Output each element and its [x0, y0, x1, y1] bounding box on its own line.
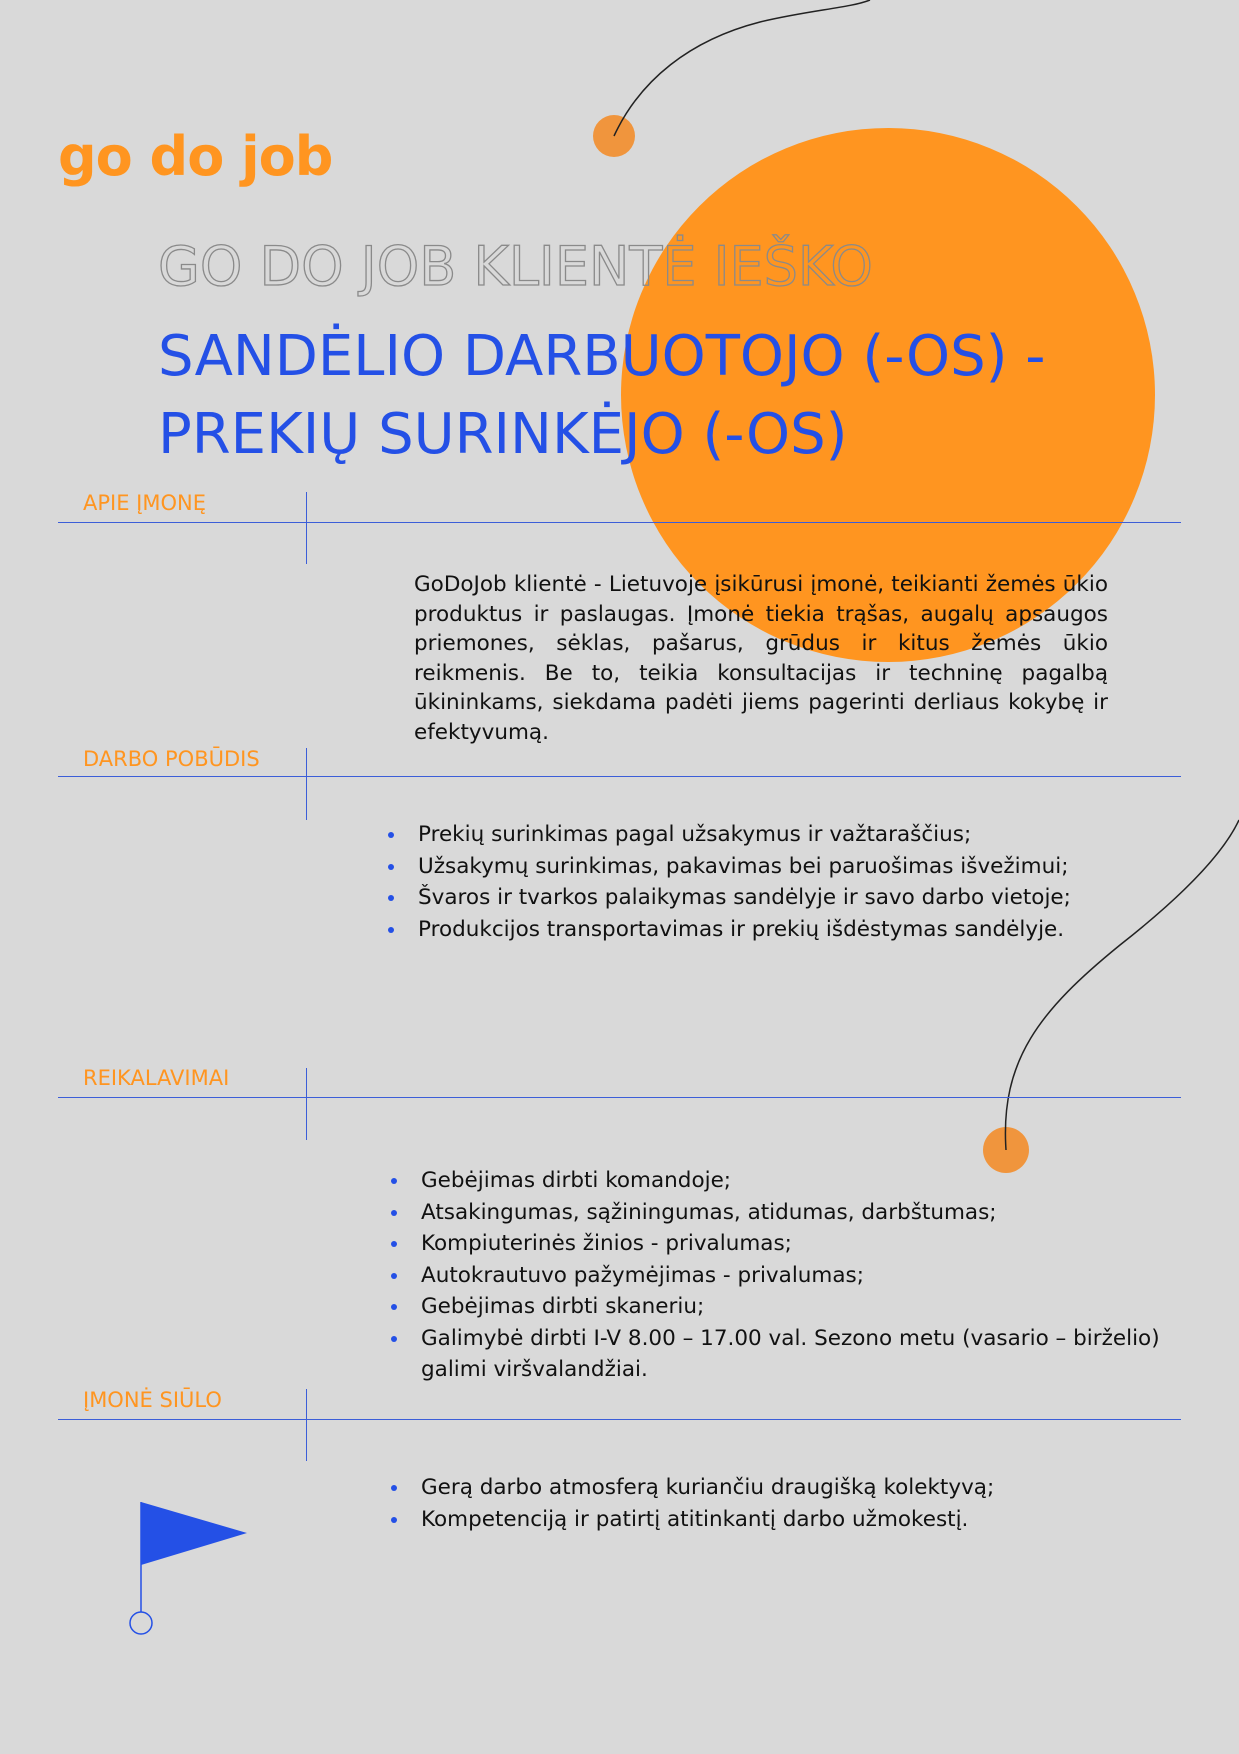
list-item: Gebėjimas dirbti komandoje; [391, 1165, 1171, 1197]
list-item: Gerą darbo atmosferą kuriančiu draugišką kolektyvą; [391, 1472, 994, 1504]
list-item: Prekių surinkimas pagal užsakymus ir važtaraščius; [388, 819, 1071, 851]
list-item: Gebėjimas dirbti skaneriu; [391, 1291, 1171, 1323]
list-item: Autokrautuvo pažymėjimas - privalumas; [391, 1260, 1171, 1292]
divider-vertical-requirements [306, 1068, 307, 1140]
section-label-about: APIE ĮMONĘ [83, 491, 206, 515]
about-paragraph: GoDoJob klientė - Lietuvoje įsikūrusi įmonė, teikianti žemės ūkio produktus ir paslaugas. Įmonė tiekia trąšas, augalų apsaugos priemones, sėklas, pašarus, grūdus ir kitus žemės ūkio reikmenis. Be to, teikia konsultacijas ir techninę pagalbą ūkininkams, siekdama padėti jiems pagerinti derliaus kokybę ir efektyvumą. [414, 572, 1108, 745]
offer-list [391, 1472, 994, 1535]
divider-about [58, 522, 1181, 523]
section-label-requirements: REIKALAVIMAI [83, 1066, 230, 1090]
go-do-job-logo: go do job [58, 125, 333, 188]
list-item: Atsakingumas, sąžiningumas, atidumas, darbštumas; [391, 1197, 1171, 1229]
list-item: Užsakymų surinkimas, pakavimas bei paruošimas išvežimui; [388, 851, 1071, 883]
flag-icon [130, 1502, 247, 1634]
divider-offer [58, 1419, 1181, 1420]
requirements-list [391, 1165, 1171, 1386]
divider-vertical-duties [306, 748, 307, 820]
divider-duties [58, 776, 1181, 777]
divider-requirements [58, 1097, 1181, 1098]
list-item: Kompiuterinės žinios - privalumas; [391, 1228, 1171, 1260]
section-label-duties: DARBO POBŪDIS [83, 747, 260, 771]
job-title: SANDĖLIO DARBUOTOJO (-OS) - PREKIŲ SURINKĖJO (-OS) [158, 324, 1046, 467]
list-item: Produkcijos transportavimas ir prekių išdėstymas sandėlyje. [388, 914, 1071, 946]
duties-list [388, 819, 1071, 945]
list-item: Galimybė dirbti I-V 8.00 – 17.00 val. Sezono metu (vasario – birželio) galimi viršvalandžiai. [391, 1323, 1171, 1386]
headline-kicker: GO DO JOB KLIENTĖ IEŠKO [158, 235, 873, 298]
list-item: Švaros ir tvarkos palaikymas sandėlyje ir savo darbo vietoje; [388, 882, 1071, 914]
divider-vertical-offer [306, 1389, 307, 1461]
list-item: Kompetenciją ir patirtį atitinkantį darbo užmokestį. [391, 1504, 994, 1536]
divider-vertical-about [306, 492, 307, 564]
section-label-offer: ĮMONĖ SIŪLO [83, 1388, 222, 1412]
curve-line-top [614, 0, 870, 136]
